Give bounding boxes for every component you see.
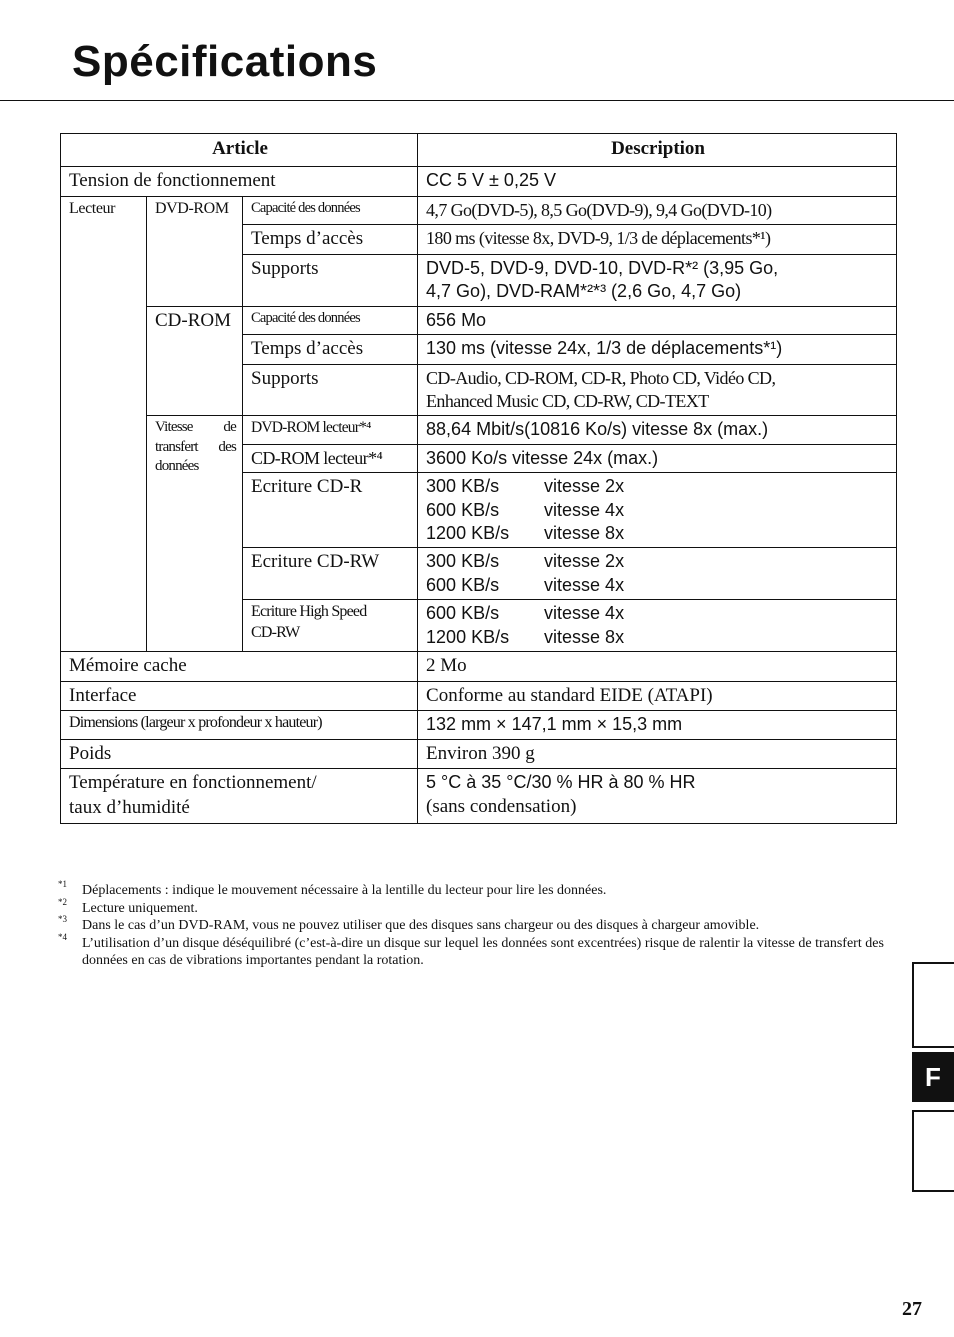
- temperature-value: [418, 769, 897, 823]
- speed: vitesse 8x: [544, 626, 625, 647]
- language-tab: F: [912, 1052, 954, 1102]
- label-line: CD-RW: [251, 623, 300, 641]
- table-row: [61, 416, 897, 444]
- cdrom-lecteur-label: CD-ROM lecteur*⁴: [243, 444, 418, 472]
- cdrom-supports-line: Enhanced Music CD, CD-RW, CD-TEXT: [426, 391, 709, 412]
- title-divider: [0, 100, 954, 101]
- footnote: [58, 931, 898, 970]
- cdrom-capacite-label: Capacité des données: [243, 306, 418, 334]
- cdrom-lecteur-value: 3600 Ko/s vitesse 24x (max.): [418, 444, 897, 472]
- high-speed-cdrw-value: [418, 600, 897, 652]
- cdrom-temps-label: Temps d’accès: [243, 334, 418, 364]
- speed: vitesse 2x: [544, 476, 625, 497]
- speed: vitesse 2x: [544, 551, 625, 572]
- tension-label: Tension de fonctionnement: [61, 167, 418, 197]
- cdrom-supports-line: CD-Audio, CD-ROM, CD-R, Photo CD, Vidéo CD,: [426, 367, 776, 388]
- rate-row: [426, 574, 890, 597]
- table-row: [61, 306, 897, 334]
- dvdrom-supports-line: 4,7 Go), DVD-RAM*²*³ (2,6 Go, 4,7 Go): [426, 281, 742, 302]
- rate-row: [426, 550, 890, 573]
- speed: vitesse 8x: [544, 522, 625, 543]
- footnote-marker: *4: [58, 931, 67, 942]
- header-description: Description: [418, 134, 897, 167]
- footnote-marker: *2: [58, 896, 67, 907]
- label-line: taux d’humidité: [69, 797, 190, 819]
- memoire-value: 2 Mo: [418, 651, 897, 681]
- rate-row: [426, 522, 890, 545]
- cdr-label: Ecriture CD-R: [243, 473, 418, 548]
- cdrw-label: Ecriture CD-RW: [243, 548, 418, 600]
- dvdrom-capacite-value: 4,7 Go(DVD-5), 8,5 Go(DVD-9), 9,4 Go(DVD-10): [418, 196, 897, 224]
- rate: 600 KB/s: [426, 574, 500, 595]
- table-row: [61, 196, 897, 224]
- interface-label: Interface: [61, 681, 418, 711]
- page-number: 27: [902, 1298, 922, 1320]
- footnote-text: Dans le cas d’un DVD-RAM, vous ne pouvez utiliser que des disques sans chargeur ou des disques à chargeur amovible.: [82, 918, 760, 933]
- value-line: (sans condensation): [426, 795, 577, 817]
- rate: 300 KB/s: [426, 476, 500, 497]
- rate: 600 KB/s: [426, 603, 500, 624]
- high-speed-cdrw-label: [243, 600, 418, 652]
- vitesse-label: [147, 416, 243, 652]
- memoire-label: Mémoire cache: [61, 651, 418, 681]
- footnote: [58, 896, 898, 918]
- value-line: 5 °C à 35 °C/30 % HR à 80 % HR: [426, 772, 696, 793]
- rate: 1200 KB/s: [426, 626, 510, 647]
- cdrw-value: [418, 548, 897, 600]
- dvdrom-lecteur-value: 88,64 Mbit/s(10816 Ko/s) vitesse 8x (max.): [418, 416, 897, 444]
- section-tab-frame: [912, 962, 954, 1048]
- dvdrom-supports-line: DVD-5, DVD-9, DVD-10, DVD-R*² (3,95 Go,: [426, 257, 779, 278]
- table-row: [61, 651, 897, 681]
- vitesse-label-line: données: [155, 458, 199, 475]
- dvdrom-temps-label: Temps d’accès: [243, 225, 418, 255]
- footnote-text: L’utilisation d’un disque déséquilibré (c’est-à-dire un disque sur lequel les données sont excentrées) risque de ralentir la vitesse de transfert des données en cas de vibrations importantes pendant la rotation.: [82, 935, 884, 968]
- tension-value: CC 5 V ± 0,25 V: [418, 167, 897, 197]
- speed: vitesse 4x: [544, 499, 625, 520]
- dimensions-value: 132 mm × 147,1 mm × 15,3 mm: [418, 711, 897, 739]
- footnote-text: Déplacements : indique le mouvement nécessaire à la lentille du lecteur pour lire les données.: [82, 883, 607, 898]
- cdrom-label: CD-ROM: [147, 306, 243, 416]
- rate: 600 KB/s: [426, 499, 500, 520]
- cdrom-supports-label: Supports: [243, 364, 418, 416]
- rate: 1200 KB/s: [426, 522, 510, 543]
- temperature-label: [61, 769, 418, 823]
- label-line: Ecriture High Speed: [251, 603, 367, 621]
- dvdrom-capacite-label: Capacité des données: [243, 196, 418, 224]
- footnote-text: Lecture uniquement.: [82, 900, 198, 916]
- table-row: [61, 167, 897, 197]
- rate: 300 KB/s: [426, 551, 500, 572]
- interface-value: Conforme au standard EIDE (ATAPI): [418, 681, 897, 711]
- table-row: [61, 681, 897, 711]
- table-row: [61, 769, 897, 823]
- cdrom-temps-value: 130 ms (vitesse 24x, 1/3 de déplacements*¹): [418, 334, 897, 364]
- table-row: [61, 711, 897, 739]
- page-title: Spécifications: [72, 37, 378, 86]
- speed: vitesse 4x: [544, 603, 625, 624]
- dvdrom-temps-value: 180 ms (vitesse 8x, DVD-9, 1/3 de déplacements*¹): [418, 225, 897, 255]
- dvdrom-supports-label: Supports: [243, 254, 418, 306]
- rate-row: [426, 499, 890, 522]
- speed: vitesse 4x: [544, 574, 625, 595]
- footnote: [58, 914, 898, 935]
- label-line: Température en fonctionnement/: [69, 772, 317, 794]
- footnote-marker: *3: [58, 914, 67, 924]
- header-article: Article: [61, 134, 418, 167]
- poids-value: Environ 390 g: [418, 739, 897, 769]
- cdr-value: [418, 473, 897, 548]
- cdrom-supports-value: [418, 364, 897, 416]
- footnotes: [58, 879, 898, 970]
- table-row: [61, 739, 897, 769]
- vitesse-label-line: transfert des: [155, 438, 236, 455]
- rate-row: [426, 475, 890, 498]
- dvdrom-label: DVD-ROM: [147, 196, 243, 306]
- dimensions-label: Dimensions (largeur x profondeur x hauteur): [61, 711, 418, 739]
- rate-row: [426, 602, 890, 625]
- dvdrom-supports-value: [418, 254, 897, 306]
- vitesse-label-line: Vitesse de: [155, 419, 236, 436]
- footnote: [58, 879, 898, 900]
- poids-label: Poids: [61, 739, 418, 769]
- cdrom-capacite-value: 656 Mo: [418, 306, 897, 334]
- table-header-row: [61, 134, 897, 167]
- footnote-marker: *1: [58, 879, 67, 889]
- section-tab-frame: [912, 1110, 954, 1192]
- specifications-table: [60, 133, 897, 824]
- dvdrom-lecteur-label: DVD-ROM lecteur*⁴: [243, 416, 418, 444]
- lecteur-label: Lecteur: [61, 196, 147, 224]
- rate-row: [426, 626, 890, 649]
